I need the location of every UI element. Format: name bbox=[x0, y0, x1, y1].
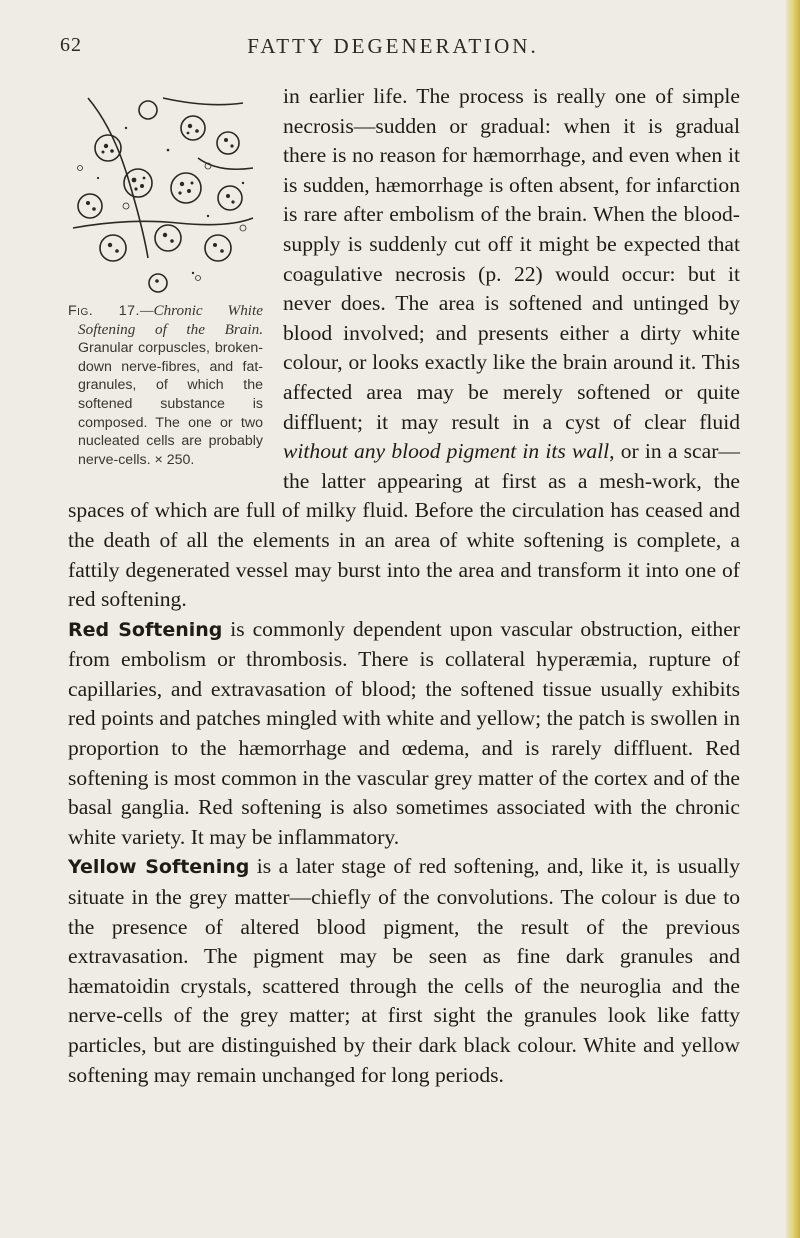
figure-title: —Chronic White Softening of the Brain. bbox=[78, 302, 263, 338]
running-title: FATTY DEGENERATION. bbox=[247, 34, 539, 58]
yellow-softening-text: is a later stage of red softening, and, like it, is usually situate in the grey matter—chiefly of the convolutions. The colour is due to the presence of altered blood pigment, the result of the previous extravasation. The pigment may be seen as fine dark granules and hæmatoidin crystals, scattered through the cells of the neuroglia and the nerve-cells of the grey matter; at first sight the granules look like fatty particles, but are distinguished by their dark black colour. White and yellow softening may remain unchanged for long periods. bbox=[68, 854, 740, 1087]
figure-17 bbox=[68, 88, 263, 469]
heading-yellow-softening: Yellow Softening bbox=[68, 856, 250, 879]
paragraph-yellow-softening bbox=[68, 852, 740, 1090]
paragraph-red-softening bbox=[68, 615, 740, 853]
heading-red-softening: Red Softening bbox=[68, 618, 223, 641]
page-number: 62 bbox=[60, 34, 82, 56]
paragraph-text-b: or in a scar—the latter appearing at first as a mesh-work, the spaces of which are full of milky fluid. Before the circulation has ceased and the death of all the elements in an area of white softening is complete, a fattily degenerated vessel may burst into the area and transform it into one of red softening. bbox=[68, 439, 740, 612]
figure-illustration-softened-brain-micrograph bbox=[68, 88, 258, 298]
page-edge bbox=[786, 0, 800, 1238]
figure-label: Fig. 17. bbox=[68, 303, 140, 319]
body-text bbox=[68, 82, 740, 1090]
figure-caption bbox=[68, 302, 263, 469]
figure-caption-text: Granular corpuscles, broken-down nerve-fibres, and fat-granules, of which the softened substance is composed. The one or two nucleated cells are probably nerve-cells. × 250. bbox=[78, 340, 263, 468]
red-softening-text: is commonly dependent upon vascular obstruction, either from embolism or thrombosis. There is collateral hyperæmia, rupture of capillaries, and extravasation of blood; the softened tissue usually exhibits red points and patches mingled with white and yellow; the patch is swollen in proportion to the hæmorrhage and œdema, and is rarely diffluent. Red softening is most common in the vascular grey matter of the cortex and of the basal ganglia. Red softening is also sometimes associated with the chronic white variety. It may be inflammatory. bbox=[68, 616, 740, 849]
emphasis-text: without any blood pigment in its wall, bbox=[283, 439, 615, 464]
paragraph-text-a: in earlier life. The process is really one of simple necrosis—sudden or gradual: when it is gradual there is no reason for hæmorrhage, and even when it is sudden, hæmorrhage is often absent, for infarction is rare after embolism of the brain. When the blood-supply is suddenly cut off it might be expected that coagulative necrosis (p. 22) would occur: but it never does. The area is softened and untinged by blood involved; and presents either a dirty white colour, or looks exactly like the brain around it. This affected area may be merely softened or quite diffluent; it may result in a cyst of clear fluid bbox=[283, 84, 740, 434]
page-header bbox=[0, 30, 786, 60]
